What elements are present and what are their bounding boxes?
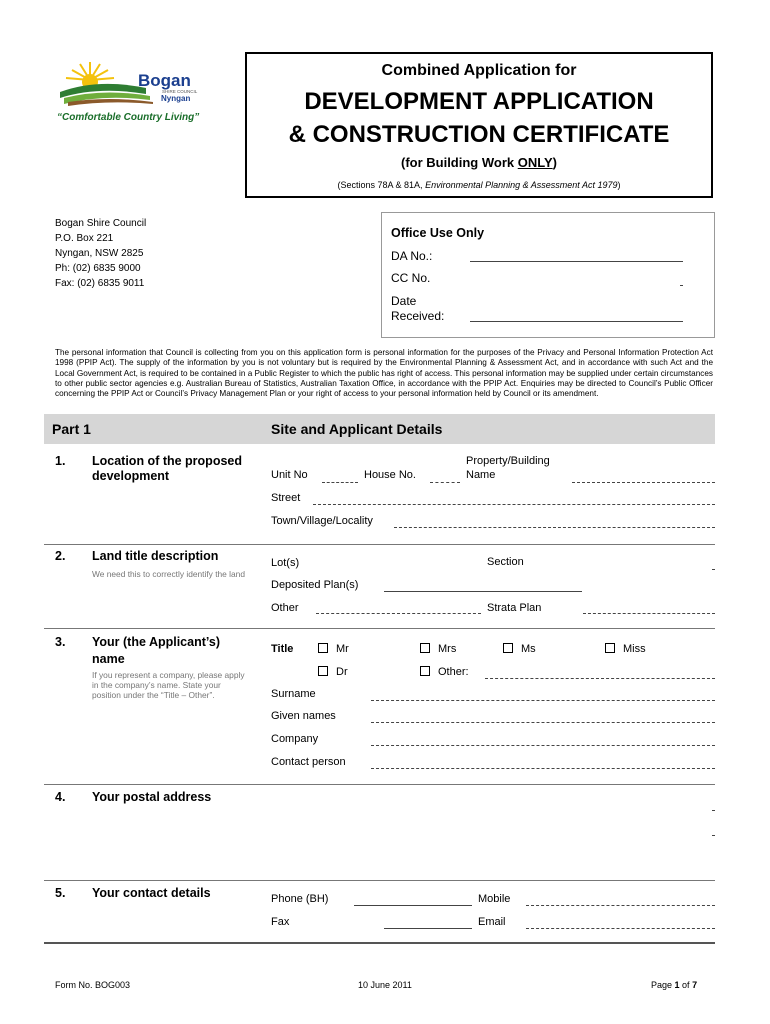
company-label: Company xyxy=(271,733,319,745)
dp-field[interactable] xyxy=(384,591,582,592)
s2-note: We need this to correctly identify the land xyxy=(92,569,246,579)
divider-5 xyxy=(44,942,715,944)
fax-label: Fax xyxy=(271,916,290,928)
given-names-field[interactable] xyxy=(371,722,715,723)
s1-title-1: Location of the proposed xyxy=(92,454,242,468)
other-label: Other xyxy=(271,602,299,614)
s2-title: Land title description xyxy=(92,549,219,563)
part-title: Site and Applicant Details xyxy=(271,421,443,437)
divider-3 xyxy=(44,784,715,785)
title-line-4: (for Building Work ONLY) xyxy=(400,155,557,170)
divider-1 xyxy=(44,544,715,545)
title-line-3: & CONSTRUCTION CERTIFICATE xyxy=(288,121,670,148)
title-line-1: Combined Application for xyxy=(381,62,577,79)
part-header xyxy=(44,414,715,444)
postal-address-line-2[interactable] xyxy=(712,835,715,836)
company-field[interactable] xyxy=(371,745,715,746)
logo-brand: Bogan xyxy=(138,71,191,90)
divider-4 xyxy=(44,880,715,881)
s3-number: 3. xyxy=(55,635,66,649)
lots-label: Lot(s) xyxy=(271,557,300,569)
checkbox-icon[interactable] xyxy=(420,643,430,653)
given-names-label: Given names xyxy=(271,710,336,722)
email-field[interactable] xyxy=(526,928,715,929)
form-number: Form No. BOG003 xyxy=(55,980,131,990)
date-label: Date xyxy=(391,294,417,308)
phone-field[interactable] xyxy=(354,905,472,906)
s3-title-2: name xyxy=(92,652,125,666)
form-date: 10 June 2011 xyxy=(358,980,412,990)
s1-title-2: development xyxy=(92,469,170,483)
surname-label: Surname xyxy=(271,688,316,700)
council-address: Bogan Shire Council P.O. Box 221 Nyngan, NSW 2825 Ph: (02) 6835 9000 Fax: (02) 6835 9011 xyxy=(55,218,147,289)
office-use-title: Office Use Only xyxy=(391,226,485,240)
office-use-box xyxy=(381,212,715,338)
strata-field[interactable] xyxy=(583,613,715,614)
phone-label: Phone (BH) xyxy=(271,893,329,905)
page-indicator: Page 1 of 7 xyxy=(651,980,698,990)
checkbox-icon[interactable] xyxy=(605,643,615,653)
title-label: Title xyxy=(271,643,294,655)
section-label: Section xyxy=(487,556,524,568)
sections-reference: (Sections 78A & 81A, Environmental Planning & Assessment Act 1979) xyxy=(337,180,621,190)
da-no-label: DA No.: xyxy=(391,249,433,263)
tagline: “Comfortable Country Living” xyxy=(57,112,200,123)
divider-2 xyxy=(44,628,715,629)
s4-number: 4. xyxy=(55,790,66,804)
unit-no-field[interactable] xyxy=(322,482,358,483)
strata-label: Strata Plan xyxy=(487,602,542,614)
checkbox-icon[interactable] xyxy=(420,666,430,676)
checkbox-icon[interactable] xyxy=(503,643,513,653)
council-logo xyxy=(58,58,208,108)
title-mrs-option[interactable]: Mrs xyxy=(420,643,456,655)
contact-person-label: Contact person xyxy=(271,756,346,768)
checkbox-icon[interactable] xyxy=(318,643,328,653)
property-name-field[interactable] xyxy=(572,482,715,483)
s3-title-1: Your (the Applicant’s) xyxy=(92,635,221,649)
mobile-label: Mobile xyxy=(478,893,511,905)
title-other-option[interactable]: Other: xyxy=(420,666,469,678)
property-name-label-2: Name xyxy=(466,469,496,481)
received-label: Received: xyxy=(391,309,445,323)
checkbox-icon[interactable] xyxy=(318,666,328,676)
dp-label: Deposited Plan(s) xyxy=(271,579,359,591)
title-line-2: DEVELOPMENT APPLICATION xyxy=(304,88,654,115)
s3-note-1: If you represent a company, please apply xyxy=(92,670,245,680)
title-dr-option[interactable]: Dr xyxy=(318,666,348,678)
s3-note-3: position under the “Title – Other”. xyxy=(92,690,215,700)
s4-title: Your postal address xyxy=(92,790,212,804)
town-label: Town/Village/Locality xyxy=(271,515,373,527)
s5-title: Your contact details xyxy=(92,886,211,900)
title-miss-option[interactable]: Miss xyxy=(605,643,646,655)
title-other-field[interactable] xyxy=(485,678,715,679)
section-field[interactable] xyxy=(712,569,715,570)
street-field[interactable] xyxy=(313,504,715,505)
s1-number: 1. xyxy=(55,454,66,468)
s5-number: 5. xyxy=(55,886,66,900)
mobile-field[interactable] xyxy=(526,905,715,906)
cc-no-label: CC No. xyxy=(391,271,431,285)
email-label: Email xyxy=(478,916,506,928)
title-ms-option[interactable]: Ms xyxy=(503,643,536,655)
privacy-notice: The personal information that Council is collecting from you on this application form is personal information for the purposes of the Privacy and Personal Information Protection Act 1998 (PPIP Act). The supply of the information by you is not voluntary but is required by the Environmental Planning & Assessment Act, and in accordance with such Act and the Local Government Act, is required to be contained in a Public Register to which the public has right of access. This personal information may be supplied under certain circumstances to other public sector agencies e.g. Australian Bureau of Statistics, Australian Taxation Office, in accordance with the PPIP Act. Enquiries may be directed to Council’s Public Officer concerning the PPIP Act or Council’s Privacy Management Plan or your right of access to your personal information held by Council or its amendment. xyxy=(55,348,713,399)
cc-no-field[interactable] xyxy=(680,285,683,286)
surname-field[interactable] xyxy=(371,700,715,701)
contact-person-field[interactable] xyxy=(371,768,715,769)
street-label: Street xyxy=(271,492,301,504)
postal-address-line-1[interactable] xyxy=(712,810,715,811)
fax-field[interactable] xyxy=(384,928,472,929)
house-no-label: House No. xyxy=(364,469,416,481)
other-field[interactable] xyxy=(316,613,481,614)
da-no-field[interactable] xyxy=(470,261,683,262)
property-name-label-1: Property/Building xyxy=(466,455,550,467)
s3-note-2: in the company’s name. State your xyxy=(92,680,221,690)
title-box xyxy=(245,52,713,198)
logo-sub: SHIRE COUNCIL xyxy=(162,89,198,94)
town-field[interactable] xyxy=(394,527,715,528)
date-received-field[interactable] xyxy=(470,321,683,322)
title-mr-option[interactable]: Mr xyxy=(318,643,349,655)
logo-place: Nyngan xyxy=(161,94,191,103)
part-label: Part 1 xyxy=(52,421,91,437)
s2-number: 2. xyxy=(55,549,66,563)
unit-no-label: Unit No xyxy=(271,469,308,481)
house-no-field[interactable] xyxy=(430,482,460,483)
